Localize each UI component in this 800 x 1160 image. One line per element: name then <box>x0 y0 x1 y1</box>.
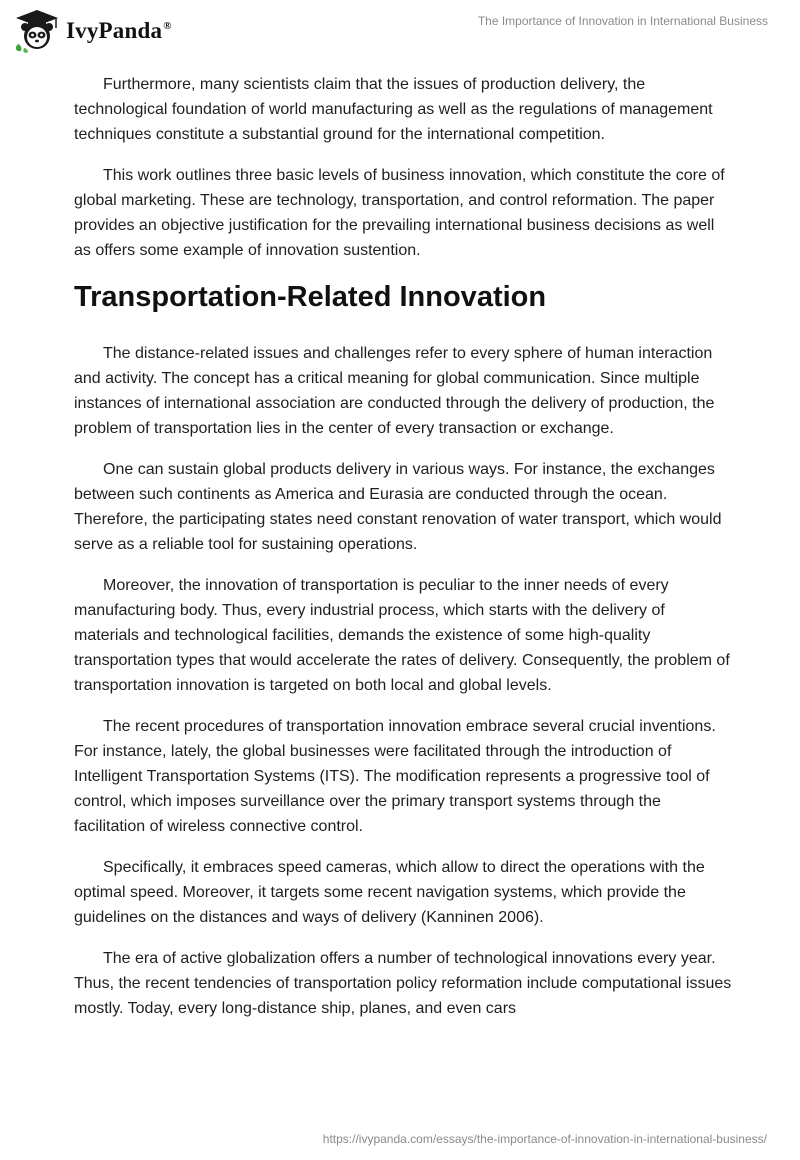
paragraph: The era of active globalization offers a number of technological innovations every year. Thus, the recent tendencies of transportation policy reformation include computational issues mostly. Today, every long-distance ship, planes, and even cars <box>74 950 732 1017</box>
panda-graduate-icon <box>12 8 62 54</box>
document-title: The Importance of Innovation in International Business <box>477 14 768 28</box>
paragraph: This work outlines three basic levels of business innovation, which constitute the core of global marketing. These are technology, transportation, and control reformation. The paper provides an objective justification for the prevailing international business decisions as well as offers some example of innovation sustention. <box>74 167 725 259</box>
paragraph: The recent procedures of transportation innovation embrace several crucial inventions. For instance, lately, the global businesses were facilitated through the introduction of Intelligent Transportation Systems (ITS). The modification represents a progressive tool of control, which imposes surveillance over the primary transport systems through the facilitation of wireless connective control. <box>74 718 716 835</box>
ivypanda-logo[interactable] <box>12 8 172 54</box>
page-header <box>0 0 800 64</box>
source-url[interactable]: https://ivypanda.com/essays/the-importance-of-innovation-in-international-business/ <box>322 1132 767 1146</box>
paragraph: Specifically, it embraces speed cameras, which allow to direct the operations with the optimal speed. Moreover, it targets some recent navigation systems, which provide the guidelines on the distances and ways of delivery (Kanninen 2006). <box>74 859 705 926</box>
paragraph: Furthermore, many scientists claim that the issues of production delivery, the technological foundation of world manufacturing as well as the regulations of management techniques constitute a substantial ground for the international competition. <box>74 76 713 143</box>
section-heading: Transportation-Related Innovation <box>74 281 547 313</box>
paragraph: One can sustain global products delivery in various ways. For instance, the exchanges between such continents as America and Eurasia are conducted through the ocean. Therefore, the participating states need constant renovation of water transport, which would serve as a reliable tool for sustaining operations. <box>74 461 722 553</box>
paragraph: Moreover, the innovation of transportation is peculiar to the inner needs of every manufacturing body. Thus, every industrial process, which starts with the delivery of materials and technological facilities, demands the existence of some high-quality transportation types that would accelerate the rates of delivery. Consequently, the problem of transportation innovation is targeted on both local and global levels. <box>74 577 730 694</box>
paragraph: The distance-related issues and challenges refer to every sphere of human interaction and activity. The concept has a critical meaning for global communication. Since multiple instances of international association are conducted through the delivery of production, the problem of transportation lies in the center of every transaction or exchange. <box>74 345 715 437</box>
logo-wordmark: IvyPanda® <box>66 18 172 43</box>
article-body <box>74 72 734 1037</box>
